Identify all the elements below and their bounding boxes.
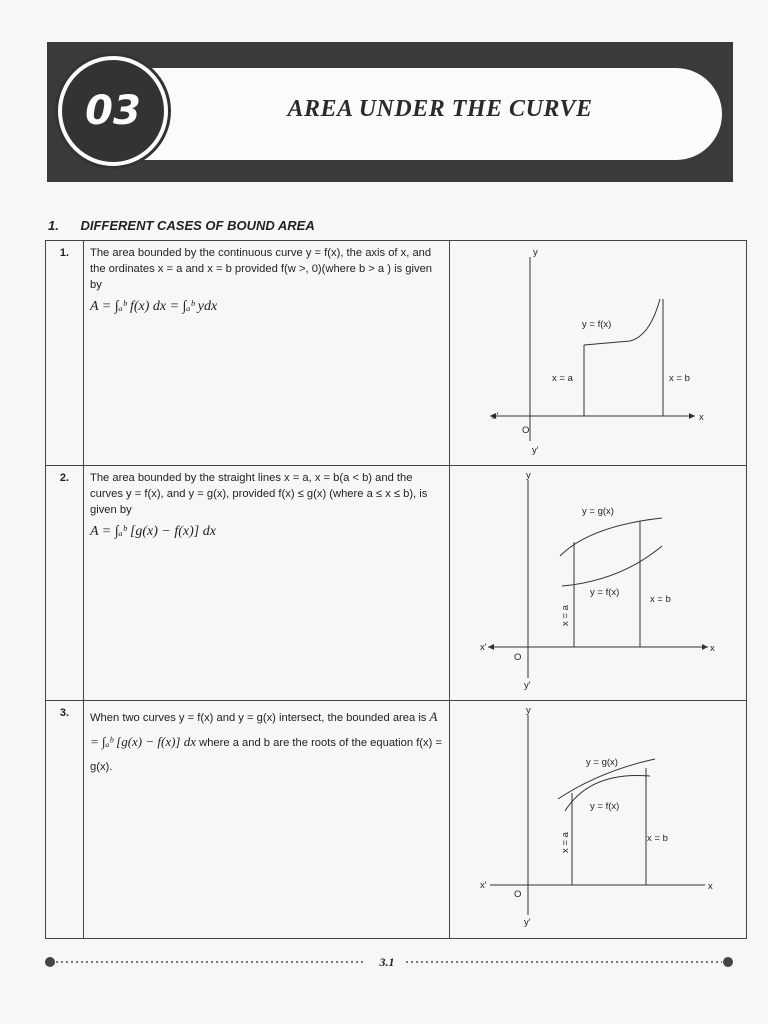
left-ordinate-label: x = a [552, 373, 573, 384]
x-neg-label: x' [492, 411, 499, 422]
case-number: 3. [46, 701, 84, 939]
left-ordinate-label: x = a [560, 605, 571, 626]
lower-curve-label: y = f(x) [590, 801, 620, 812]
section-number: 1. [48, 218, 59, 233]
case-figure-cell [450, 701, 747, 939]
case-description: The area bounded by the straight lines x = a, x = b(a < b) and the curves y = f(x), and y = g(x), provided f(x) ≤ g(x) (where a ≤ x ≤ b), is given by [90, 472, 428, 516]
right-ordinate-label: x = b [650, 594, 671, 605]
y-neg-label: y' [532, 445, 539, 456]
y-axis-label: y [526, 470, 531, 481]
case-row [46, 466, 747, 701]
right-ordinate-label: x = b [647, 833, 668, 844]
case-figure-cell [450, 466, 747, 701]
case-text-cell [84, 466, 450, 701]
page-number: 3.1 [379, 955, 395, 969]
case-text-cell [84, 241, 450, 466]
x-axis-label: x [708, 881, 713, 892]
case-row [46, 701, 747, 939]
case-description: When two curves y = f(x) and y = g(x) intersect, the bounded area is [90, 712, 427, 724]
left-ordinate-label: x = a [560, 832, 571, 853]
curve-label: y = f(x) [582, 319, 612, 330]
chapter-title: AREA UNDER THE CURVE [287, 96, 593, 122]
chapter-number: 03 [85, 88, 141, 134]
x-neg-label: x' [480, 880, 487, 891]
x-axis-label: x [699, 412, 704, 423]
case-text-cell [84, 701, 450, 939]
y-neg-label: y' [524, 680, 531, 691]
right-ordinate-label: x = b [669, 373, 690, 384]
case-figure-cell [450, 241, 747, 466]
origin-label: O [514, 889, 522, 900]
case-2-figure [450, 466, 746, 695]
x-axis-label: x [710, 643, 715, 654]
upper-curve-label: y = g(x) [582, 506, 614, 517]
y-axis-label: y [533, 247, 538, 258]
case-number: 1. [46, 241, 84, 466]
case-3-figure [450, 701, 746, 933]
case-row [46, 241, 747, 466]
case-description: The area bounded by the continuous curve y = f(x), the axis of x, and the ordinates x = a and x = b provided f(w >, 0)(where b > a ) is given by [90, 247, 433, 291]
origin-label: O [514, 652, 522, 663]
case-description-cont: where a and b are the roots of the equation f(x) = g(x). [90, 737, 442, 773]
case-formula: A = ∫ₐᵇ [g(x) − f(x)] dx [90, 524, 216, 539]
section-heading [48, 218, 315, 233]
section-title: DIFFERENT CASES OF BOUND AREA [80, 218, 315, 233]
case-formula: A = ∫ₐᵇ [g(x) − f(x)] dx [90, 709, 438, 749]
y-axis-label: y [526, 705, 531, 716]
y-neg-label: y' [524, 917, 531, 928]
case-1-figure [450, 241, 746, 460]
lower-curve-label: y = f(x) [590, 587, 620, 598]
cases-table [45, 240, 747, 939]
origin-label: O [522, 425, 530, 436]
x-neg-label: x' [480, 642, 487, 653]
case-number: 2. [46, 466, 84, 701]
case-formula: A = ∫ₐᵇ f(x) dx = ∫ₐᵇ ydx [90, 299, 218, 314]
upper-curve-label: y = g(x) [586, 757, 618, 768]
